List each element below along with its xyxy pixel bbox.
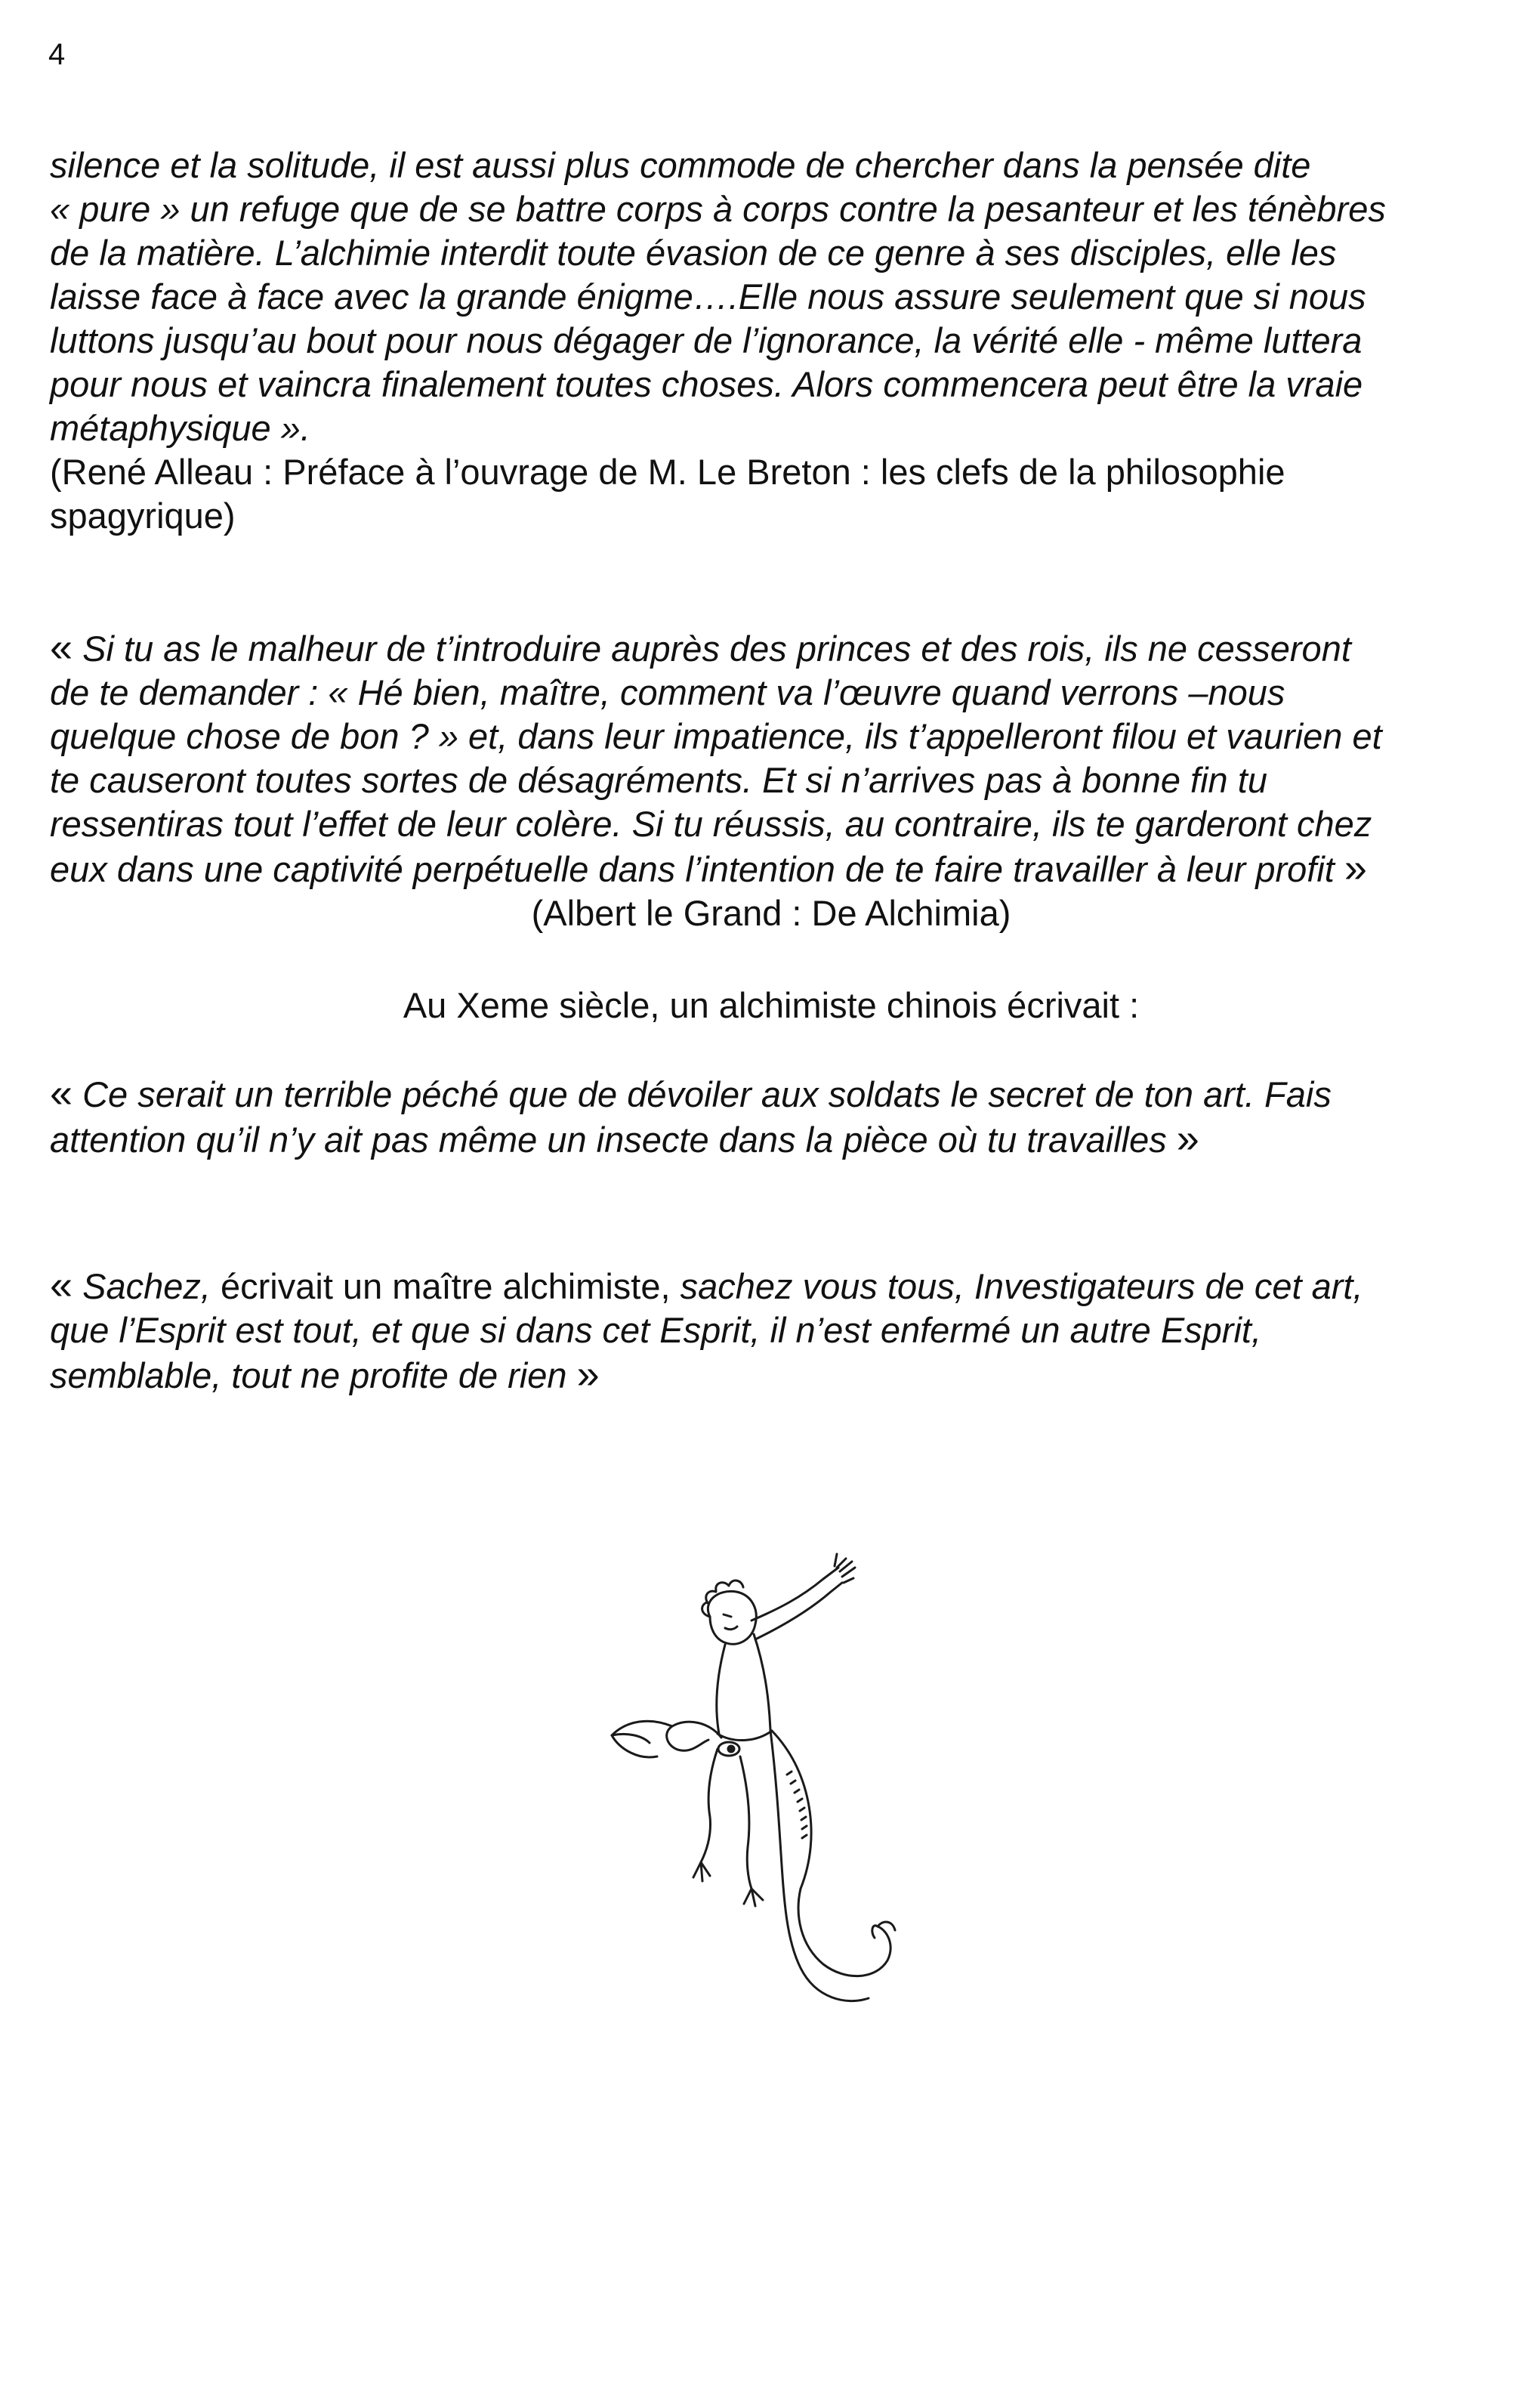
- text-line: [50, 1263, 1492, 1308]
- page-number: 4: [48, 38, 66, 71]
- text-fragment: eux dans une captivité perpétuelle dans l’intention de te faire travailler à leur profit: [50, 849, 1344, 889]
- passage-albert: [50, 626, 1492, 935]
- text-line: [50, 1117, 1492, 1162]
- close-guillemet: »: [576, 1352, 600, 1397]
- open-guillemet: «: [50, 1262, 73, 1308]
- text-fragment: Ce serait un terrible péché que de dévoiler aux soldats le secret de ton art. Fais: [73, 1074, 1332, 1114]
- passage-master: [50, 1263, 1492, 1398]
- text-line: [50, 1071, 1492, 1117]
- text-fragment-upright: écrivait un maître alchimiste,: [221, 1266, 671, 1306]
- text-line: [50, 846, 1492, 891]
- close-guillemet: »: [1344, 845, 1367, 891]
- text-fragment: semblable, tout ne profite de rien: [50, 1355, 577, 1395]
- text-fragment: Si tu as le malheur de t’introduire auprès des princes et des rois, ils ne cesseront: [73, 629, 1351, 669]
- text-line: ressentiras tout l’effet de leur colère. Si tu réussis, au contraire, ils te garderont chez: [50, 804, 1372, 844]
- text-line: [50, 1352, 1492, 1398]
- text-line: silence et la solitude, il est aussi plus commode de chercher dans la pensée dite: [50, 145, 1311, 185]
- text-line: laisse face à face avec la grande énigme….Elle nous assure seulement que si nous: [50, 277, 1366, 317]
- open-guillemet: «: [50, 625, 73, 670]
- passage-alleau: [50, 144, 1492, 538]
- text-line: [50, 626, 1492, 671]
- text-line: luttons jusqu’au bout pour nous dégager de l’ignorance, la vérité elle - même luttera: [50, 320, 1363, 360]
- text-line: « pure » un refuge que de se battre corps à corps contre la pesanteur et les ténèbres: [50, 189, 1386, 229]
- text-line: pour nous et vaincra finalement toutes choses. Alors commencera peut être la vraie: [50, 364, 1363, 404]
- text-fragment: sachez vous tous, Investigateurs de cet art,: [670, 1266, 1363, 1306]
- text-line: de la matière. L’alchimie interdit toute évasion de ce genre à ses disciples, elle les: [50, 233, 1337, 273]
- passage-chinese: [50, 1071, 1492, 1162]
- text-line: que l’Esprit est tout, et que si dans cet Esprit, il n’est enfermé un autre Esprit,: [50, 1310, 1262, 1350]
- citation-line: (Albert le Grand : De Alchimia): [531, 893, 1011, 933]
- open-guillemet: «: [50, 1071, 73, 1116]
- intro-line: Au Xeme siècle, un alchimiste chinois écrivait :: [403, 985, 1140, 1025]
- text-line: te causeront toutes sortes de désagréments. Et si n’arrives pas à bonne fin tu: [50, 760, 1267, 800]
- text-line: métaphysique ».: [50, 408, 310, 448]
- alchemist-riding-dragon-drawing: [597, 1545, 929, 2044]
- text-line: quelque chose de bon ? » et, dans leur impatience, ils t’appelleront filou et vaurien et: [50, 716, 1382, 756]
- text-fragment: attention qu’il n’y ait pas même un insecte dans la pièce où tu travailles: [50, 1120, 1177, 1160]
- text-fragment: Sachez,: [73, 1266, 221, 1306]
- citation-line: (René Alleau : Préface à l’ouvrage de M. Le Breton : les clefs de la philosophie: [50, 452, 1285, 492]
- close-guillemet: »: [1176, 1116, 1199, 1161]
- text-line: de te demander : « Hé bien, maître, comment va l’œuvre quand verrons –nous: [50, 672, 1285, 712]
- citation-line: spagyrique): [50, 496, 236, 536]
